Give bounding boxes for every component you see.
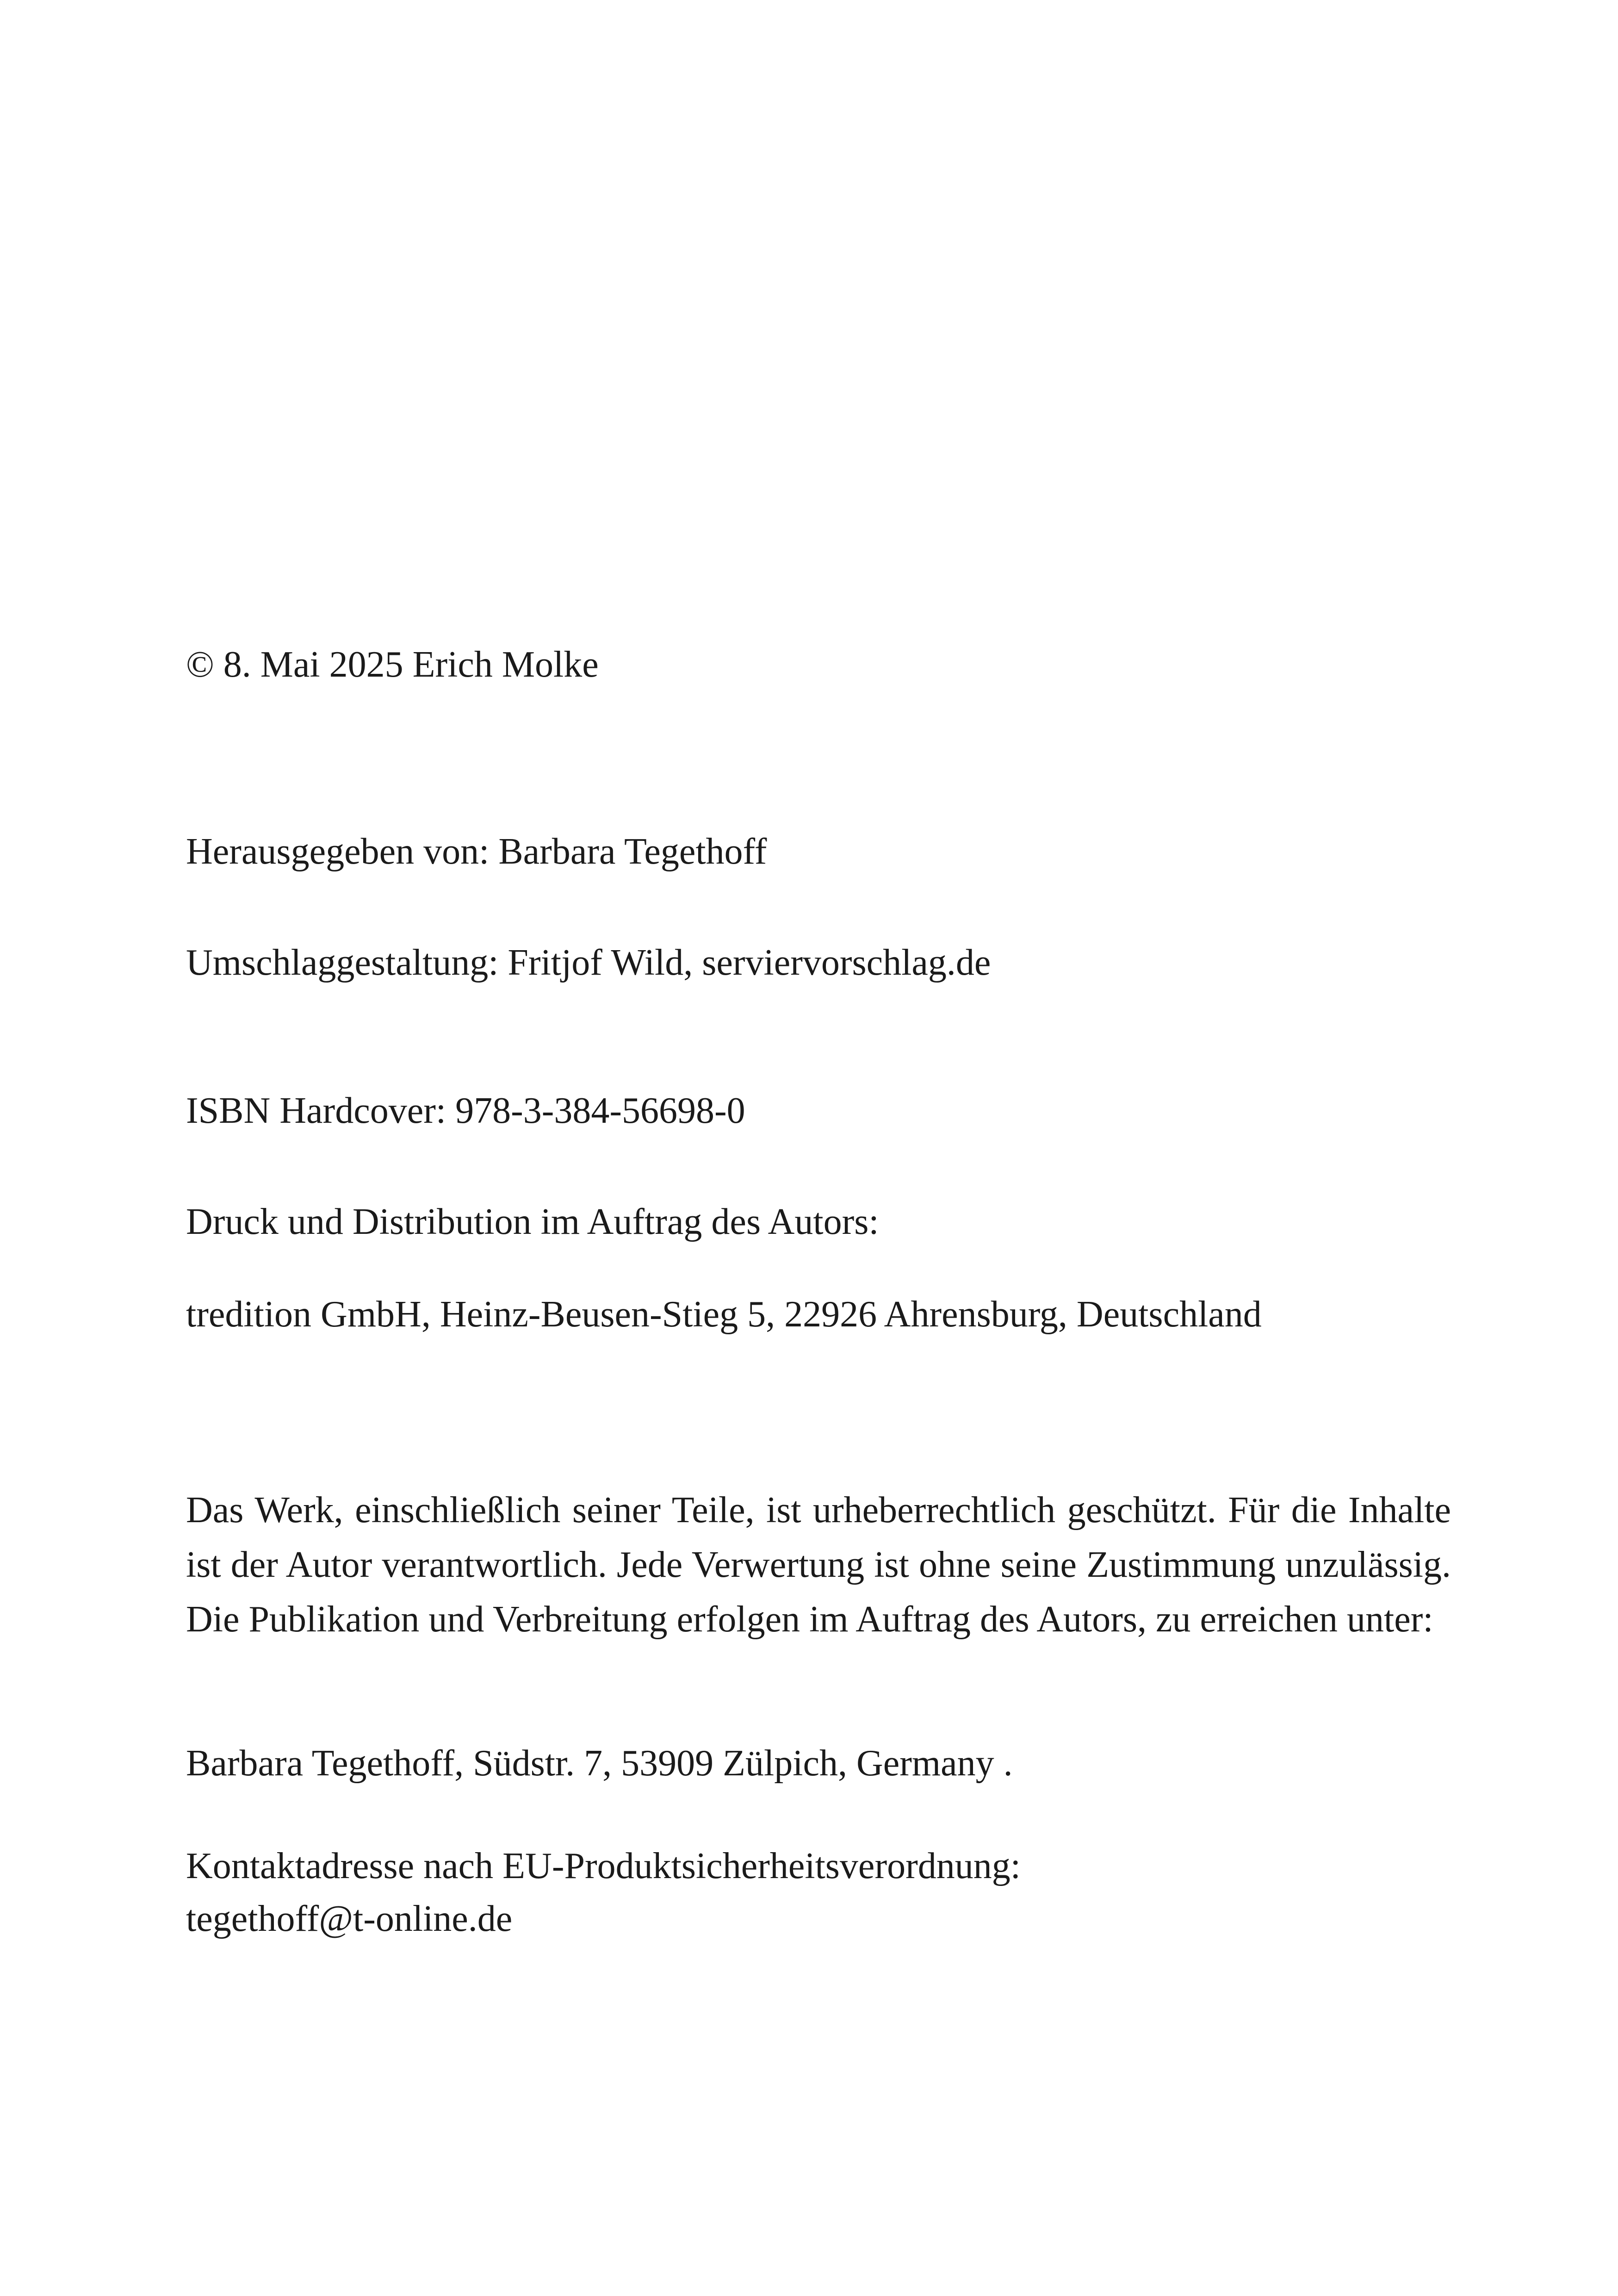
author-contact-address: Barbara Tegethoff, Südstr. 7, 53909 Zülpich, Germany . xyxy=(186,1743,1013,1784)
cover-design-line: Umschlaggestaltung: Fritjof Wild, serviervorschlag.de xyxy=(186,942,991,983)
contact-address-label: Kontaktadresse nach EU-Produktsicherheitsverordnung: xyxy=(186,1846,1021,1886)
copyright-line: © 8. Mai 2025 Erich Molke xyxy=(186,644,599,685)
contact-email: tegethoff@t-online.de xyxy=(186,1898,513,1939)
legal-notice: Das Werk, einschließlich seiner Teile, ist urheberrechtlich geschützt. Für die Inhalte ist der Autor verantwortlich. Jede Verwertung ist ohne seine Zustimmung unzulässig. Die Publikation und Verbreitung erfolgen im Auftrag des Autors, zu erreichen unter: xyxy=(186,1490,1451,1640)
editor-line: Herausgegeben von: Barbara Tegethoff xyxy=(186,831,767,872)
print-distribution-label: Druck und Distribution im Auftrag des Autors: xyxy=(186,1201,879,1242)
printer-address: tredition GmbH, Heinz-Beusen-Stieg 5, 22926 Ahrensburg, Deutschland xyxy=(186,1294,1262,1335)
isbn-line: ISBN Hardcover: 978-3-384-56698-0 xyxy=(186,1090,745,1131)
